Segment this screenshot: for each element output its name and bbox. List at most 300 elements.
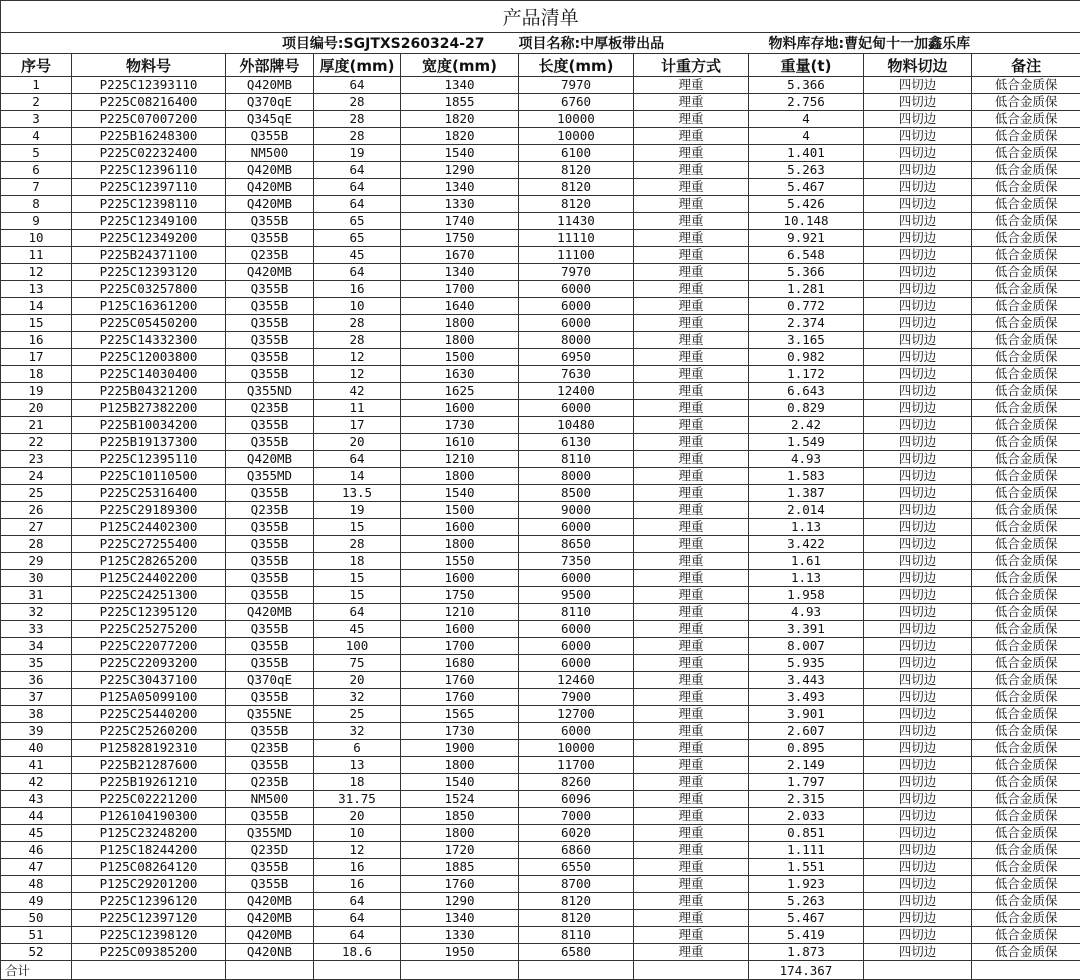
table-cell: 1340 [401,264,519,281]
table-cell: 1800 [401,536,519,553]
table-cell: Q355B [226,366,314,383]
table-row [1,825,1080,842]
table-cell: 8120 [519,910,634,927]
table-cell: 6580 [519,944,634,961]
table-cell: P225C12398120 [72,927,226,944]
table-row [1,808,1080,825]
table-cell: 64 [314,162,401,179]
table-row [1,910,1080,927]
table-cell: 7970 [519,77,634,94]
table-cell: 四切边 [864,553,972,570]
table-cell: P225C22093200 [72,655,226,672]
table-cell: 低合金质保 [972,842,1080,859]
table-cell: 理重 [634,298,749,315]
table-row [1,570,1080,587]
table-cell: P225B24371100 [72,247,226,264]
table-cell: 10000 [519,740,634,757]
table-cell: 46 [1,842,72,859]
table-cell: 理重 [634,400,749,417]
table-cell: 1340 [401,910,519,927]
table-cell: Q420MB [226,910,314,927]
table-cell: Q420MB [226,927,314,944]
table-cell: 四切边 [864,349,972,366]
table-row [1,859,1080,876]
column-header: 长度(mm) [519,54,634,77]
table-cell: 理重 [634,77,749,94]
table-cell: 1210 [401,604,519,621]
table-cell: 理重 [634,315,749,332]
table-cell: 2.033 [749,808,864,825]
table-cell: 13 [314,757,401,774]
table-cell: 8120 [519,196,634,213]
table-cell: 1600 [401,570,519,587]
table-cell: 28 [314,128,401,145]
table-cell: 8260 [519,774,634,791]
table-cell: 低合金质保 [972,689,1080,706]
table-cell: 四切边 [864,281,972,298]
table-row [1,672,1080,689]
table-cell: 0.851 [749,825,864,842]
table-cell: 5.419 [749,927,864,944]
table-cell: 7630 [519,366,634,383]
table-cell: 44 [1,808,72,825]
table-cell: 理重 [634,349,749,366]
table-cell: 四切边 [864,757,972,774]
table-cell: 11110 [519,230,634,247]
table-cell: P225C27255400 [72,536,226,553]
table-cell: 理重 [634,553,749,570]
table-cell: 2.607 [749,723,864,740]
table-cell: 6000 [519,298,634,315]
table-cell: 低合金质保 [972,417,1080,434]
table-cell: 25 [1,485,72,502]
table-cell: 20 [314,434,401,451]
table-cell: 6 [314,740,401,757]
table-cell: 1540 [401,485,519,502]
table-cell: 16 [314,876,401,893]
table-cell: Q420MB [226,77,314,94]
table-cell: 理重 [634,587,749,604]
table-cell: 四切边 [864,604,972,621]
table-cell: 28 [314,111,401,128]
table-cell: 1.61 [749,553,864,570]
table-cell: P225C02221200 [72,791,226,808]
table-cell: 四切边 [864,264,972,281]
table-cell: 24 [1,468,72,485]
table-cell: 四切边 [864,927,972,944]
table-cell: 四切边 [864,910,972,927]
table-cell: 理重 [634,672,749,689]
column-header: 序号 [1,54,72,77]
table-cell: 10 [314,825,401,842]
table-cell: 6000 [519,655,634,672]
table-row [1,621,1080,638]
table-cell: 1850 [401,808,519,825]
table-cell: 21 [1,417,72,434]
table-cell: 1885 [401,859,519,876]
table-cell: 理重 [634,417,749,434]
table-cell: 四切边 [864,230,972,247]
table-cell: 1.111 [749,842,864,859]
total-row [1,961,1080,980]
table-cell: 11700 [519,757,634,774]
table-cell: 低合金质保 [972,519,1080,536]
table-cell: P225C12003800 [72,349,226,366]
project-name: 项目名称:中厚板带出品 [519,33,749,54]
table-cell: 低合金质保 [972,859,1080,876]
table-cell: 0.829 [749,400,864,417]
table-cell: 51 [1,927,72,944]
table-cell: 理重 [634,111,749,128]
table-cell: 1.958 [749,587,864,604]
table-row [1,162,1080,179]
table-row [1,349,1080,366]
table-row [1,196,1080,213]
table-cell: Q355B [226,655,314,672]
table-row [1,94,1080,111]
table-cell: 理重 [634,536,749,553]
table-cell: P225C25440200 [72,706,226,723]
table-cell: 四切边 [864,587,972,604]
table-cell: P225B19137300 [72,434,226,451]
table-cell: 6860 [519,842,634,859]
table-cell: 理重 [634,485,749,502]
table-cell: Q420NB [226,944,314,961]
table-cell: 8650 [519,536,634,553]
table-cell: 64 [314,264,401,281]
table-cell: 28 [314,94,401,111]
table-cell: 65 [314,230,401,247]
table-cell: 6 [1,162,72,179]
table-row [1,689,1080,706]
table-cell: 27 [1,519,72,536]
table-cell: 0.772 [749,298,864,315]
table-cell: 7350 [519,553,634,570]
table-cell: 4 [749,111,864,128]
table-cell: 6000 [519,638,634,655]
table-cell: 理重 [634,281,749,298]
column-header: 计重方式 [634,54,749,77]
table-cell: 低合金质保 [972,757,1080,774]
table-cell: 1855 [401,94,519,111]
table-cell: 理重 [634,162,749,179]
table-cell: 45 [314,247,401,264]
table-cell: 1 [1,77,72,94]
table-cell: 理重 [634,689,749,706]
table-row [1,553,1080,570]
table-cell: 四切边 [864,808,972,825]
table-cell: 10 [314,298,401,315]
table-cell: 1290 [401,893,519,910]
table-cell: 4 [749,128,864,145]
table-cell: Q355ND [226,383,314,400]
table-cell: Q355B [226,213,314,230]
table-cell: 1540 [401,774,519,791]
table-cell: 18 [314,553,401,570]
table-cell: 低合金质保 [972,77,1080,94]
table-cell: 1600 [401,519,519,536]
table-cell: 1800 [401,315,519,332]
table-cell: 18.6 [314,944,401,961]
table-cell: 理重 [634,570,749,587]
table-cell: 四切边 [864,621,972,638]
table-cell: 7000 [519,808,634,825]
table-cell: 64 [314,77,401,94]
table-cell: 低合金质保 [972,774,1080,791]
table-cell: 32 [314,689,401,706]
table-cell: 3.443 [749,672,864,689]
table-cell: 四切边 [864,468,972,485]
table-cell: 四切边 [864,451,972,468]
table-cell: 8.007 [749,638,864,655]
table-cell: 低合金质保 [972,281,1080,298]
table-cell: 45 [314,621,401,638]
table-cell: 四切边 [864,434,972,451]
table-row [1,111,1080,128]
table-cell: 31 [1,587,72,604]
table-cell: 1750 [401,230,519,247]
table-cell: 1.583 [749,468,864,485]
table-cell: 低合金质保 [972,298,1080,315]
table-cell: 15 [314,587,401,604]
table-cell: 四切边 [864,485,972,502]
table-cell: 14 [314,468,401,485]
table-row [1,502,1080,519]
table-cell: Q235B [226,247,314,264]
table-cell: 1500 [401,349,519,366]
table-cell: 四切边 [864,298,972,315]
table-cell: Q355B [226,128,314,145]
table-row [1,332,1080,349]
table-cell: 100 [314,638,401,655]
table-cell: 14 [1,298,72,315]
table-cell: 8110 [519,927,634,944]
table-cell: 6000 [519,519,634,536]
table-cell: 7 [1,179,72,196]
table-row [1,298,1080,315]
table-cell: Q370qE [226,94,314,111]
table-cell: 10 [1,230,72,247]
table-cell: 四切边 [864,689,972,706]
table-cell: 19 [314,145,401,162]
table-cell: 6000 [519,400,634,417]
table-cell: 四切边 [864,876,972,893]
table-cell: Q420MB [226,179,314,196]
table-cell: 低合金质保 [972,740,1080,757]
table-cell: 四切边 [864,519,972,536]
table-cell: 11100 [519,247,634,264]
table-cell: P225C14332300 [72,332,226,349]
table-cell: 12 [1,264,72,281]
table-cell: Q355B [226,230,314,247]
table-cell: 低合金质保 [972,723,1080,740]
table-cell: 6000 [519,570,634,587]
table-cell: 4 [1,128,72,145]
table-cell: 1565 [401,706,519,723]
table-cell: P225B04321200 [72,383,226,400]
table-row [1,145,1080,162]
table-cell: 40 [1,740,72,757]
table-cell: 1.13 [749,570,864,587]
table-cell: P125C24402200 [72,570,226,587]
table-cell: 四切边 [864,672,972,689]
table-cell: 1800 [401,825,519,842]
table-row [1,842,1080,859]
table-cell: P125828192310 [72,740,226,757]
table-cell: 理重 [634,128,749,145]
table-row [1,519,1080,536]
table-cell: Q235B [226,774,314,791]
table-cell: 理重 [634,944,749,961]
table-cell: 1600 [401,400,519,417]
table-cell: 1524 [401,791,519,808]
table-cell: Q420MB [226,162,314,179]
table-cell: 2.315 [749,791,864,808]
table-cell: 6.548 [749,247,864,264]
table-cell: 32 [314,723,401,740]
table-cell: 15 [314,519,401,536]
table-cell: 17 [1,349,72,366]
table-cell: 5.366 [749,77,864,94]
column-header: 宽度(mm) [401,54,519,77]
table-cell: 理重 [634,859,749,876]
table-row [1,604,1080,621]
table-row [1,400,1080,417]
table-cell: 四切边 [864,94,972,111]
table-cell: 4.93 [749,451,864,468]
table-cell: 17 [314,417,401,434]
table-cell: 64 [314,910,401,927]
table-cell: 低合金质保 [972,451,1080,468]
table-cell: 16 [314,859,401,876]
table-cell: 四切边 [864,213,972,230]
table-cell: P225C25316400 [72,485,226,502]
table-cell: 3 [1,111,72,128]
table-cell: 理重 [634,519,749,536]
table-cell: Q235D [226,842,314,859]
table-cell: 1.549 [749,434,864,451]
table-cell: P125C24402300 [72,519,226,536]
table-cell: 64 [314,893,401,910]
table-cell: 低合金质保 [972,230,1080,247]
table-cell: 理重 [634,910,749,927]
table-cell: 5.426 [749,196,864,213]
table-cell: 1950 [401,944,519,961]
table-cell: 10000 [519,128,634,145]
table-cell: P225C12395110 [72,451,226,468]
table-cell: 13 [1,281,72,298]
table-cell: 2 [1,94,72,111]
table-cell: 低合金质保 [972,910,1080,927]
table-cell: 1340 [401,77,519,94]
table-cell: 1900 [401,740,519,757]
table-cell: 2.149 [749,757,864,774]
total-weight: 174.367 [749,961,864,980]
table-cell: 34 [1,638,72,655]
table-cell: P125C23248200 [72,825,226,842]
table-cell: 64 [314,179,401,196]
table-cell: 理重 [634,383,749,400]
table-cell: 理重 [634,893,749,910]
table-cell: 1.13 [749,519,864,536]
table-cell: 15 [1,315,72,332]
table-cell: 47 [1,859,72,876]
table-cell: 四切边 [864,128,972,145]
table-cell: 15 [314,570,401,587]
table-cell: Q355B [226,332,314,349]
table-cell: 四切边 [864,417,972,434]
table-cell: 32 [1,604,72,621]
table-cell: 12460 [519,672,634,689]
table-row [1,638,1080,655]
table-cell: 1820 [401,128,519,145]
table-cell: Q355B [226,808,314,825]
table-cell: 64 [314,604,401,621]
table-cell: 低合金质保 [972,876,1080,893]
table-cell: 四切边 [864,196,972,213]
table-cell: 6000 [519,723,634,740]
table-cell: 低合金质保 [972,604,1080,621]
table-cell: Q420MB [226,196,314,213]
table-cell: Q355B [226,417,314,434]
table-cell: 四切边 [864,536,972,553]
table-row [1,876,1080,893]
table-cell: 理重 [634,196,749,213]
storage-location: 物料库存地:曹妃甸十一加鑫乐库 [749,33,1080,54]
table-row [1,77,1080,94]
table-cell: 37 [1,689,72,706]
table-cell: 低合金质保 [972,366,1080,383]
table-cell: 33 [1,621,72,638]
table-cell: 理重 [634,94,749,111]
table-cell: 45 [1,825,72,842]
table-cell: 12 [314,349,401,366]
table-cell: 1700 [401,638,519,655]
table-cell: 28 [1,536,72,553]
table-cell: 四切边 [864,825,972,842]
table-cell: 低合金质保 [972,434,1080,451]
table-cell: 四切边 [864,383,972,400]
table-cell: 理重 [634,825,749,842]
table-cell: 低合金质保 [972,247,1080,264]
table-cell: 12 [314,366,401,383]
table-cell: P225C12393120 [72,264,226,281]
table-row [1,485,1080,502]
table-cell: 1.873 [749,944,864,961]
table-cell: 10480 [519,417,634,434]
table-cell: 理重 [634,655,749,672]
table-cell: Q235B [226,502,314,519]
table-cell: 3.493 [749,689,864,706]
table-cell: 18 [1,366,72,383]
table-cell: 理重 [634,723,749,740]
table-cell: P225C03257800 [72,281,226,298]
table-cell: 低合金质保 [972,485,1080,502]
table-cell: P225C24251300 [72,587,226,604]
table-cell: P225B21287600 [72,757,226,774]
table-cell: 四切边 [864,162,972,179]
table-cell: 26 [1,502,72,519]
table-cell: 20 [1,400,72,417]
column-header-row [1,54,1080,77]
table-cell: 6000 [519,315,634,332]
table-cell: 理重 [634,264,749,281]
table-cell: 理重 [634,638,749,655]
table-cell: 理重 [634,247,749,264]
table-cell: 理重 [634,808,749,825]
table-cell: P225C12349100 [72,213,226,230]
table-cell: 理重 [634,706,749,723]
